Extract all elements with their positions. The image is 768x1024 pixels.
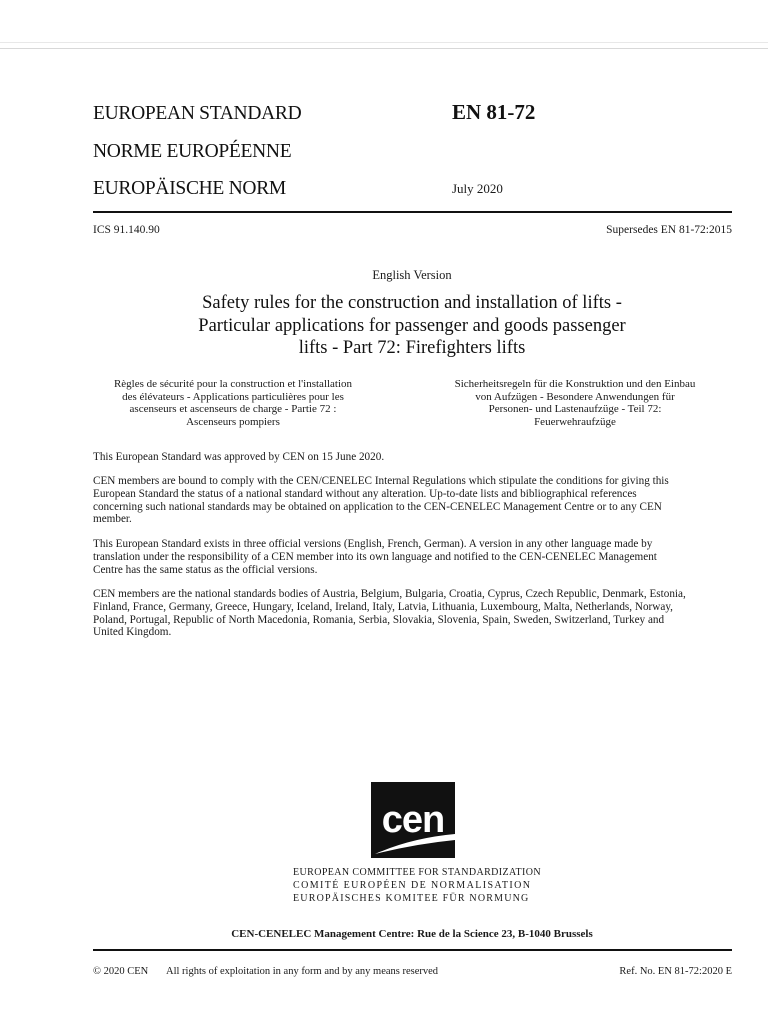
standard-title-fr: NORME EUROPÉENNE: [93, 141, 292, 162]
german-title-line: Sicherheitsregeln für die Konstruktion und den Einbau: [454, 378, 696, 390]
copyright-notice: © 2020 CEN: [93, 966, 149, 977]
french-title-line: des élévateurs - Applications particulières pour les: [122, 390, 344, 403]
french-title-line: Ascenseurs pompiers: [186, 415, 280, 428]
document-title-line: lifts - Part 72: Firefighters lifts: [298, 338, 526, 358]
german-title-line: von Aufzügen - Besondere Anwendungen für: [475, 390, 675, 403]
document-title-line: Particular applications for passenger and goods passenger: [198, 315, 626, 336]
paragraph-line: member.: [93, 513, 132, 526]
french-title: [83, 378, 383, 428]
paragraph-line: translation under the responsibility of a CEN member into its own language and notified to the CEN-CENELEC Management: [93, 550, 657, 563]
document-title: [120, 292, 704, 360]
supersedes-note: Supersedes EN 81-72:2015: [606, 224, 732, 236]
german-title-line: Feuerwehraufzüge: [534, 415, 616, 428]
standard-title-en: EUROPEAN STANDARD: [93, 103, 302, 124]
footer-divider: [93, 949, 732, 951]
french-title-line: ascenseurs et ascenseurs de charge - Partie 72 :: [129, 403, 337, 416]
paragraph-line: This European Standard exists in three official versions (English, French, German). A version in any other language made by: [93, 538, 653, 550]
standard-number: EN 81-72: [452, 100, 536, 124]
members-paragraph: [93, 588, 735, 639]
paragraph-line: CEN members are bound to comply with the CEN/CENELEC Internal Regulations which stipulate the conditions for giving this: [93, 475, 669, 487]
paragraph-line: Centre has the same status as the official versions.: [93, 563, 318, 576]
paragraph-line: European Standard the status of a national standard without any alteration. Up-to-date lists and bibliographical references: [93, 487, 637, 500]
version-label: English Version: [372, 268, 452, 282]
management-centre-address: CEN-CENELEC Management Centre: Rue de la Science 23, B-1040 Brussels: [231, 928, 593, 940]
paragraph-line: concerning such national standards may be obtained on application to the CEN-CENELEC Management Centre or to any CEN: [93, 500, 662, 513]
org-name-de: EUROPÄISCHES KOMITEE FÜR NORMUNG: [293, 893, 530, 904]
publication-date: July 2020: [452, 181, 503, 196]
header-divider: [93, 211, 732, 213]
standard-title-de: EUROPÄISCHE NORM: [93, 178, 286, 199]
document-title-line: Safety rules for the construction and installation of lifts -: [202, 293, 622, 313]
org-name-fr: COMITÉ EUROPÉEN DE NORMALISATION: [293, 880, 532, 891]
french-title-line: Règles de sécurité pour la construction et l'installation: [113, 378, 353, 390]
cen-logo: [371, 782, 455, 858]
approval-paragraph: This European Standard was approved by CEN on 15 June 2020.: [93, 451, 385, 463]
viewer-top-bar: [0, 0, 768, 49]
reference-number: Ref. No. EN 81-72:2020 E: [619, 966, 732, 977]
svg-text:cen: cen: [381, 799, 445, 841]
german-title: [425, 378, 725, 428]
org-name-en: EUROPEAN COMMITTEE FOR STANDARDIZATION: [293, 867, 542, 878]
versions-paragraph: [93, 538, 735, 576]
paragraph-line: CEN members are the national standards bodies of Austria, Belgium, Bulgaria, Croatia, Cyprus, Czech Republic, Denmark, Estonia,: [93, 588, 686, 600]
compliance-paragraph: [93, 475, 735, 526]
paragraph-line: Poland, Portugal, Republic of North Macedonia, Romania, Serbia, Slovakia, Slovenia, Spain, Sweden, Switzerland, Turkey and: [93, 613, 665, 626]
ics-code: ICS 91.140.90: [93, 224, 160, 236]
paragraph-line: United Kingdom.: [93, 626, 172, 639]
german-title-line: Personen- und Lastenaufzüge - Teil 72:: [488, 403, 662, 416]
rights-notice: All rights of exploitation in any form and by any means reserved: [166, 966, 439, 977]
paragraph-line: Finland, France, Germany, Greece, Hungary, Iceland, Ireland, Italy, Latvia, Lithuania, Luxembourg, Malta, Netherlands, Norway,: [93, 600, 673, 613]
